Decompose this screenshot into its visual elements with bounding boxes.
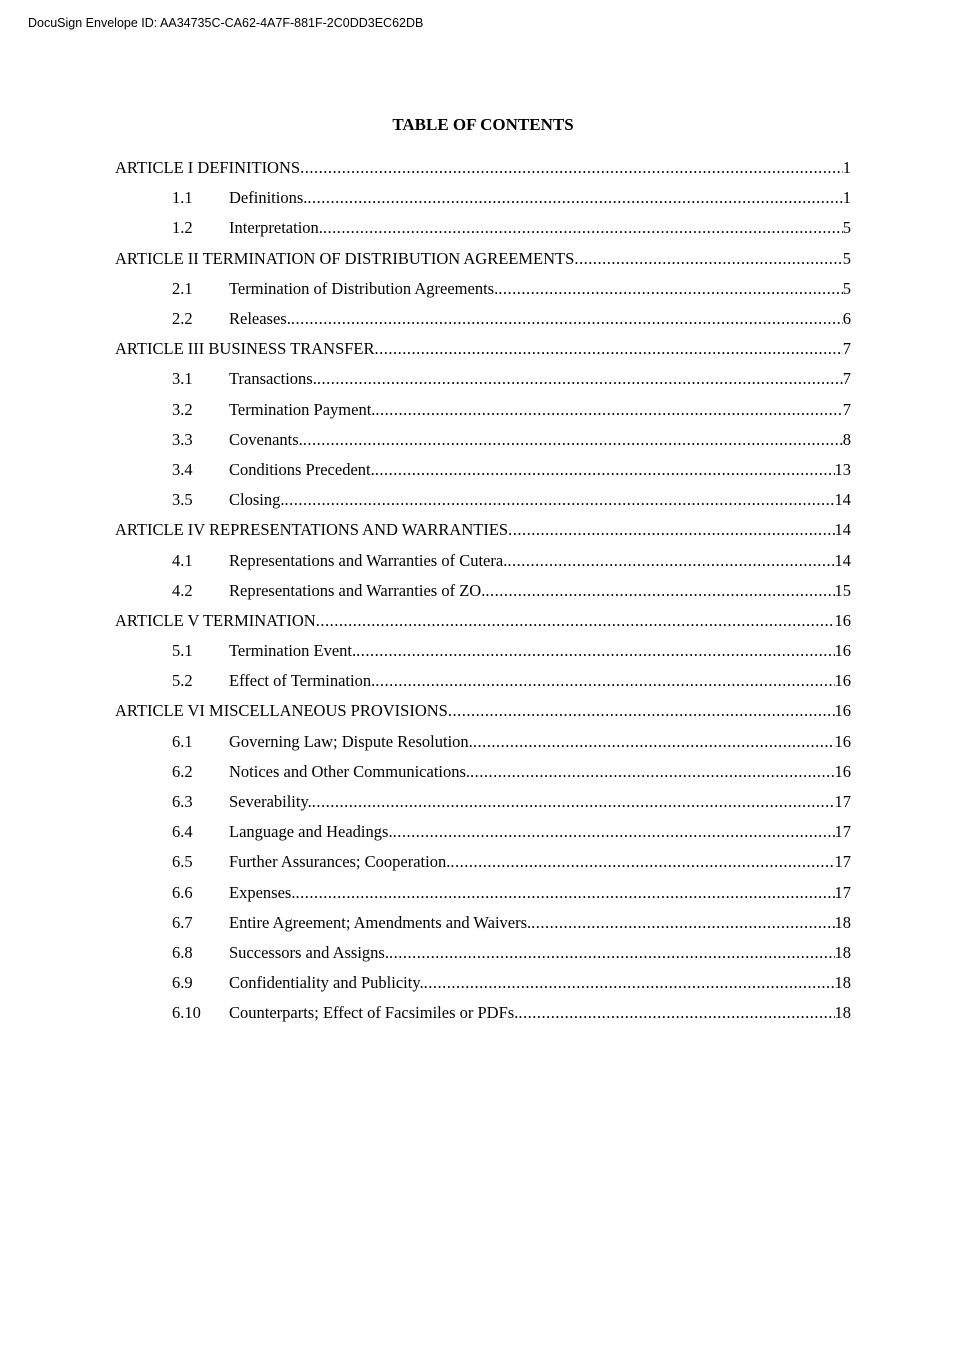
- toc-entry-title: Governing Law; Dispute Resolution.: [229, 731, 473, 751]
- toc-section-entry[interactable]: [115, 908, 851, 938]
- toc-entry-title: Successors and Assigns.: [229, 942, 389, 962]
- toc-section-number: 1.1: [172, 188, 193, 208]
- toc-article-entry[interactable]: [115, 334, 851, 364]
- toc-entry-title: ARTICLE III BUSINESS TRANSFER: [115, 339, 375, 359]
- toc-page-number: 16: [834, 731, 851, 751]
- toc-page-number: 18: [834, 942, 851, 962]
- toc-section-number: 4.2: [172, 580, 193, 600]
- toc-page-number: 18: [834, 973, 851, 993]
- toc-page-number: 1: [842, 158, 851, 178]
- toc-section-number: 2.1: [172, 278, 193, 298]
- toc-section-entry[interactable]: [115, 727, 851, 757]
- toc-dot-leader: [507, 551, 834, 571]
- toc-page-number: 8: [842, 429, 851, 449]
- toc-entry-title: Notices and Other Communications.: [229, 761, 471, 781]
- toc-section-entry[interactable]: [115, 938, 851, 968]
- toc-section-entry[interactable]: [115, 183, 851, 213]
- toc-title: TABLE OF CONTENTS: [392, 115, 574, 134]
- toc-section-number: 4.1: [172, 550, 193, 570]
- toc-section-number: 6.1: [172, 731, 193, 751]
- toc-section-entry[interactable]: [115, 998, 851, 1028]
- toc-page-number: 18: [834, 1003, 851, 1023]
- toc-dot-leader: [389, 943, 835, 963]
- toc-entry-title: ARTICLE II TERMINATION OF DISTRIBUTION AGREEMENTS: [115, 248, 575, 268]
- toc-dot-leader: [312, 792, 835, 812]
- toc-dot-leader: [485, 581, 834, 601]
- toc-article-entry[interactable]: [115, 606, 851, 636]
- toc-section-number: 6.6: [172, 882, 193, 902]
- toc-entry-title: Termination Payment.: [229, 399, 376, 419]
- toc-section-number: 6.2: [172, 761, 193, 781]
- toc-entry-title: Termination Event.: [229, 641, 357, 661]
- toc-dot-leader: [356, 641, 834, 661]
- toc-section-entry[interactable]: [115, 757, 851, 787]
- toc-section-number: 2.2: [172, 309, 193, 329]
- toc-section-number: 6.3: [172, 792, 193, 812]
- toc-page-number: 14: [834, 520, 851, 540]
- toc-section-entry[interactable]: [115, 666, 851, 696]
- toc-entry-title: ARTICLE VI MISCELLANEOUS PROVISIONS: [115, 701, 448, 721]
- toc-dot-leader: [473, 732, 835, 752]
- toc-section-number: 6.9: [172, 973, 193, 993]
- toc-dot-leader: [291, 309, 843, 329]
- toc-entry-title: Entire Agreement; Amendments and Waivers.: [229, 912, 532, 932]
- envelope-id: DocuSign Envelope ID: AA34735C-CA62-4A7F-881F-2C0DD3EC62DB: [28, 16, 424, 30]
- toc-section-entry[interactable]: [115, 817, 851, 847]
- toc-page-number: 7: [842, 369, 851, 389]
- toc-entry-title: Severability.: [229, 792, 312, 812]
- toc-article-entry[interactable]: [115, 244, 851, 274]
- toc-page-number: 17: [834, 792, 851, 812]
- toc-section-entry[interactable]: [115, 304, 851, 334]
- toc-section-number: 5.1: [172, 641, 193, 661]
- toc-page-number: 5: [842, 218, 851, 238]
- toc-section-entry[interactable]: [115, 847, 851, 877]
- toc-section-number: 3.1: [172, 369, 193, 389]
- toc-section-number: 6.4: [172, 822, 193, 842]
- toc-section-number: 6.10: [172, 1003, 201, 1023]
- toc-section-entry[interactable]: [115, 274, 851, 304]
- toc-section-entry[interactable]: [115, 425, 851, 455]
- toc-section-entry[interactable]: [115, 364, 851, 394]
- toc-page-number: 1: [842, 188, 851, 208]
- toc-page-number: 6: [842, 309, 851, 329]
- toc-dot-leader: [375, 460, 835, 480]
- toc-section-number: 6.8: [172, 942, 193, 962]
- toc-entry-title: Releases.: [229, 309, 291, 329]
- toc-dot-leader: [295, 883, 834, 903]
- toc-section-number: 5.2: [172, 671, 193, 691]
- toc-section-entry[interactable]: [115, 787, 851, 817]
- table-of-contents: [115, 153, 851, 1028]
- toc-section-number: 3.5: [172, 490, 193, 510]
- toc-dot-leader: [450, 852, 834, 872]
- toc-dot-leader: [508, 520, 834, 540]
- toc-dot-leader: [470, 762, 834, 782]
- toc-section-number: 1.2: [172, 218, 193, 238]
- toc-dot-leader: [303, 430, 843, 450]
- toc-dot-leader: [375, 339, 843, 359]
- toc-dot-leader: [317, 369, 843, 389]
- toc-section-entry[interactable]: [115, 395, 851, 425]
- toc-article-entry[interactable]: [115, 696, 851, 726]
- toc-dot-leader: [424, 973, 835, 993]
- toc-page-number: 5: [842, 278, 851, 298]
- toc-entry-title: Expenses.: [229, 882, 296, 902]
- toc-section-number: 3.3: [172, 429, 193, 449]
- toc-entry-title: ARTICLE V TERMINATION: [115, 610, 316, 630]
- toc-section-number: 3.4: [172, 459, 193, 479]
- toc-section-entry[interactable]: [115, 545, 851, 575]
- toc-page-number: 16: [834, 641, 851, 661]
- toc-page-number: 17: [834, 882, 851, 902]
- toc-entry-title: Further Assurances; Cooperation.: [229, 852, 451, 872]
- toc-entry-title: Covenants.: [229, 429, 303, 449]
- toc-section-number: 6.5: [172, 852, 193, 872]
- toc-entry-title: Effect of Termination.: [229, 671, 376, 691]
- toc-dot-leader: [307, 188, 842, 208]
- toc-page-number: 14: [834, 550, 851, 570]
- toc-entry-title: Counterparts; Effect of Facsimiles or PDFs.: [229, 1003, 519, 1023]
- toc-entry-title: Confidentiality and Publicity.: [229, 973, 424, 993]
- toc-dot-leader: [284, 490, 834, 510]
- toc-dot-leader: [518, 1003, 834, 1023]
- toc-section-number: 3.2: [172, 399, 193, 419]
- toc-dot-leader: [393, 822, 835, 842]
- toc-page-number: 17: [834, 822, 851, 842]
- toc-dot-leader: [323, 218, 843, 238]
- toc-section-entry[interactable]: [115, 636, 851, 666]
- toc-dot-leader: [316, 611, 835, 631]
- toc-article-entry[interactable]: [115, 515, 851, 545]
- toc-page-number: 7: [842, 399, 851, 419]
- toc-page-number: 7: [842, 339, 851, 359]
- toc-entry-title: Representations and Warranties of ZO.: [229, 580, 486, 600]
- toc-section-entry[interactable]: [115, 878, 851, 908]
- toc-entry-title: ARTICLE IV REPRESENTATIONS AND WARRANTIES: [115, 520, 509, 540]
- toc-entry-title: Language and Headings.: [229, 822, 393, 842]
- toc-page-number: 16: [834, 701, 851, 721]
- toc-page-number: 18: [834, 912, 851, 932]
- toc-entry-title: Representations and Warranties of Cutera.: [229, 550, 508, 570]
- toc-dot-leader: [375, 671, 834, 691]
- toc-section-entry[interactable]: [115, 576, 851, 606]
- toc-dot-leader: [498, 279, 843, 299]
- toc-section-number: 6.7: [172, 912, 193, 932]
- toc-entry-title: ARTICLE I DEFINITIONS: [115, 158, 301, 178]
- toc-dot-leader: [574, 249, 842, 269]
- toc-entry-title: Termination of Distribution Agreements.: [229, 278, 499, 298]
- toc-entry-title: Definitions.: [229, 188, 308, 208]
- toc-entry-title: Transactions.: [229, 369, 317, 389]
- toc-entry-title: Conditions Precedent.: [229, 459, 375, 479]
- toc-entry-title: Interpretation.: [229, 218, 323, 238]
- toc-page-number: 13: [834, 459, 851, 479]
- toc-article-entry[interactable]: [115, 153, 851, 183]
- toc-page-number: 16: [834, 671, 851, 691]
- toc-page-number: 14: [834, 490, 851, 510]
- toc-page-number: 16: [834, 761, 851, 781]
- toc-page-number: 15: [834, 580, 851, 600]
- toc-dot-leader: [300, 158, 843, 178]
- toc-dot-leader: [375, 400, 842, 420]
- toc-dot-leader: [448, 701, 835, 721]
- toc-page-number: 17: [834, 852, 851, 872]
- toc-page-number: 5: [842, 248, 851, 268]
- toc-section-entry[interactable]: [115, 455, 851, 485]
- toc-page-number: 16: [834, 610, 851, 630]
- toc-section-entry[interactable]: [115, 968, 851, 998]
- toc-dot-leader: [531, 913, 834, 933]
- toc-section-entry[interactable]: [115, 213, 851, 243]
- toc-entry-title: Closing.: [229, 490, 285, 510]
- toc-section-entry[interactable]: [115, 485, 851, 515]
